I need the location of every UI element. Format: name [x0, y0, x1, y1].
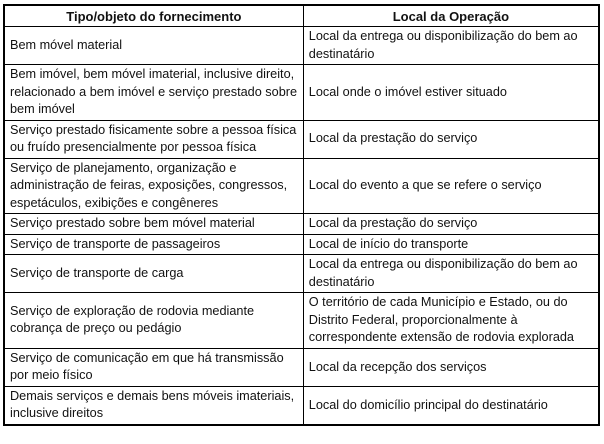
- supply-location-table: [3, 4, 600, 426]
- table-row: [4, 386, 599, 425]
- table-row: [4, 65, 599, 121]
- cell-tipo: Serviço de planejamento, organização e administração de feiras, exposições, congressos, espetáculos, exibições e congêneres: [4, 158, 303, 214]
- table-row: [4, 158, 599, 214]
- table-row: [4, 27, 599, 65]
- cell-local: Local da prestação do serviço: [303, 214, 599, 235]
- column-header-local: Local da Operação: [303, 5, 599, 27]
- cell-tipo: Serviço de exploração de rodovia mediante cobrança de preço ou pedágio: [4, 293, 303, 349]
- table-row: [4, 234, 599, 255]
- cell-local: Local da entrega ou disponibilização do bem ao destinatário: [303, 27, 599, 65]
- cell-tipo: Serviço de transporte de carga: [4, 255, 303, 293]
- cell-local: Local do evento a que se refere o serviço: [303, 158, 599, 214]
- cell-tipo: Serviço de comunicação em que há transmissão por meio físico: [4, 348, 303, 386]
- cell-local: Local da recepção dos serviços: [303, 348, 599, 386]
- cell-tipo: Serviço de transporte de passageiros: [4, 234, 303, 255]
- table-row: [4, 214, 599, 235]
- table-row: [4, 348, 599, 386]
- cell-local: Local da entrega ou disponibilização do bem ao destinatário: [303, 255, 599, 293]
- cell-tipo: Serviço prestado sobre bem móvel material: [4, 214, 303, 235]
- cell-local: Local de início do transporte: [303, 234, 599, 255]
- table-row: [4, 120, 599, 158]
- cell-tipo: Serviço prestado fisicamente sobre a pessoa física ou fruído presencialmente por pessoa física: [4, 120, 303, 158]
- table-row: [4, 293, 599, 349]
- cell-tipo: Bem móvel material: [4, 27, 303, 65]
- column-header-tipo: Tipo/objeto do fornecimento: [4, 5, 303, 27]
- cell-tipo: Bem imóvel, bem móvel imaterial, inclusive direito, relacionado a bem imóvel e serviço prestado sobre bem imóvel: [4, 65, 303, 121]
- table-header-row: [4, 5, 599, 27]
- cell-tipo: Demais serviços e demais bens móveis imateriais, inclusive direitos: [4, 386, 303, 425]
- cell-local: O território de cada Município e Estado, ou do Distrito Federal, proporcionalmente à correspondente extensão de rodovia explorada: [303, 293, 599, 349]
- cell-local: Local da prestação do serviço: [303, 120, 599, 158]
- table-row: [4, 255, 599, 293]
- cell-local: Local onde o imóvel estiver situado: [303, 65, 599, 121]
- cell-local: Local do domicílio principal do destinatário: [303, 386, 599, 425]
